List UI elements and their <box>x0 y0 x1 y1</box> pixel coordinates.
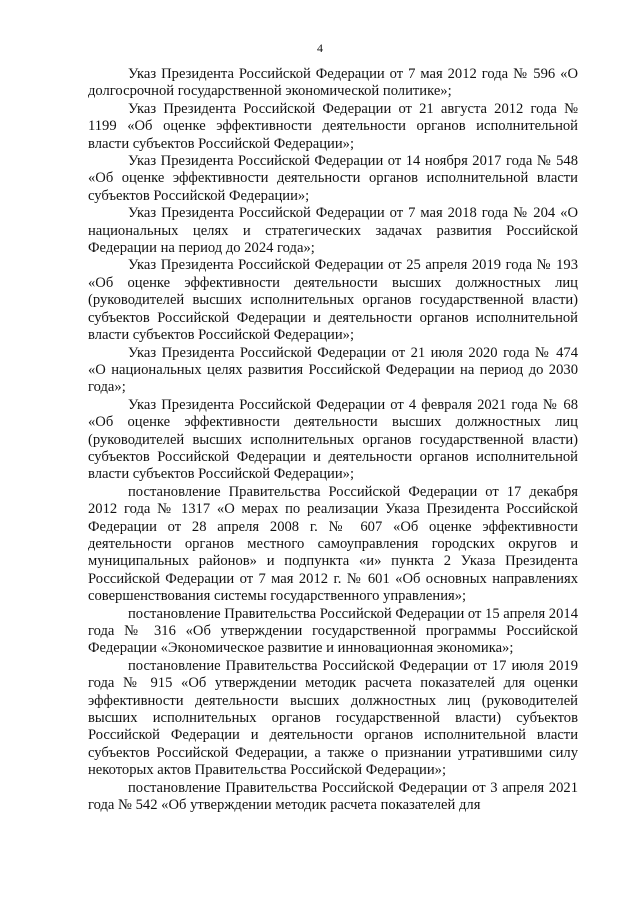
legal-reference-paragraph: Указ Президента Российской Федерации от 21 августа 2012 года № 1199 «Об оценке эффективности деятельности органов исполнительной власти субъектов Российской Федерации»; <box>88 100 578 152</box>
legal-reference-paragraph: Указ Президента Российской Федерации от 4 февраля 2021 года № 68 «Об оценке эффективности деятельности высших должностных лиц (руководителей высших исполнительных органов государственной власти) субъектов Российской Федерации и деятельности органов исполнительной власти субъектов Российской Федерации»; <box>88 396 578 483</box>
document-body <box>88 66 578 814</box>
legal-reference-paragraph: постановление Правительства Российской Федерации от 17 июля 2019 года № 915 «Об утверждении методик расчета показателей для оценки эффективности деятельности высших должностных лиц (руководителей высших исполнительных органов государственной власти) субъектов Российской Федерации и деятельности органов исполнительной власти субъектов Российской Федерации, а также о признании утратившими силу некоторых актов Правительства Российской Федерации»; <box>88 657 578 779</box>
legal-reference-paragraph: Указ Президента Российской Федерации от 14 ноября 2017 года № 548 «Об оценке эффективности деятельности органов исполнительной власти субъектов Российской Федерации»; <box>88 153 578 204</box>
legal-reference-paragraph: Указ Президента Российской Федерации от 21 июля 2020 года № 474 «О национальных целях развития Российской Федерации на период до 2030 года»; <box>88 344 578 396</box>
page-number: 4 <box>317 41 323 55</box>
legal-reference-paragraph: постановление Правительства Российской Федерации от 3 апреля 2021 года № 542 «Об утверждении методик расчета показателей для <box>88 779 578 814</box>
legal-reference-paragraph: Указ Президента Российской Федерации от 7 мая 2012 года № 596 «О долгосрочной государственной экономической политике»; <box>88 66 578 100</box>
legal-reference-paragraph: постановление Правительства Российской Федерации от 17 декабря 2012 года № 1317 «О мерах по реализации Указа Президента Российской Федерации от 28 апреля 2008 г. № 607 «Об оценке эффективности деятельности органов местного самоуправления городских округов и муниципальных районов» и подпункта «и» пункта 2 Указа Президента Российской Федерации от 7 мая 2012 г. № 601 «Об основных направлениях совершенствования системы государственного управления»; <box>88 483 578 605</box>
legal-reference-paragraph: Указ Президента Российской Федерации от 25 апреля 2019 года № 193 «Об оценке эффективности деятельности высших должностных лиц (руководителей высших исполнительных органов государственной власти) субъектов Российской Федерации и деятельности органов исполнительной власти субъектов Российской Федерации»; <box>88 257 578 344</box>
legal-reference-paragraph: постановление Правительства Российской Федерации от 15 апреля 2014 года № 316 «Об утверждении государственной программы Российской Федерации «Экономическое развитие и инновационная экономика»; <box>88 605 578 657</box>
legal-reference-paragraph: Указ Президента Российской Федерации от 7 мая 2018 года № 204 «О национальных целях и стратегических задачах развития Российской Федерации на период до 2024 года»; <box>88 205 578 257</box>
